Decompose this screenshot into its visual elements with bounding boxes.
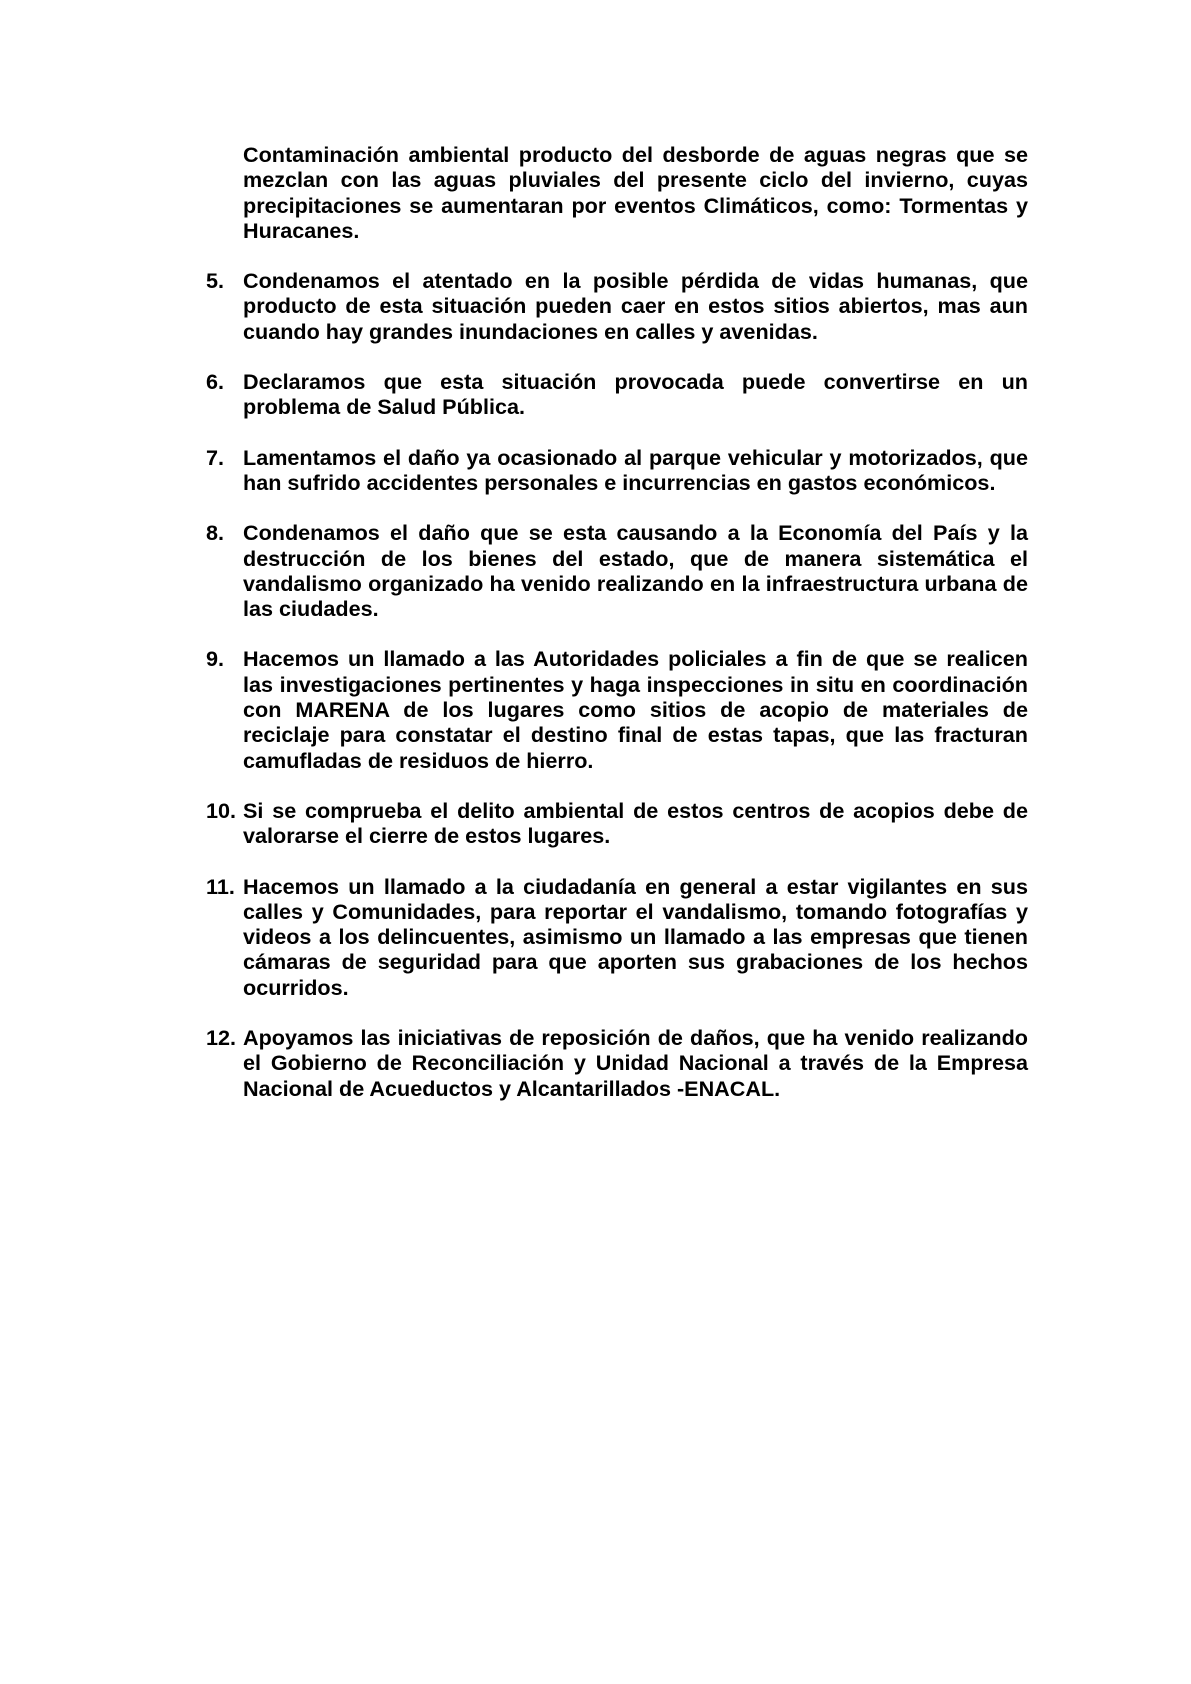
list-item xyxy=(206,1025,1028,1101)
list-item xyxy=(206,520,1028,621)
list-item-number: 6. xyxy=(206,369,225,395)
list-item-number: 5. xyxy=(206,268,225,294)
list-item-number: 10. xyxy=(206,797,237,823)
list-item-text: Hacemos un llamado a la ciudadanía en general a estar vigilantes en sus calles y Comunidades, para reportar el vandalismo, tomando fotografías y videos a los delincuentes, asimismo un llamado a las empresas que tienen cámaras de seguridad para que aporten sus grabaciones de los hechos ocurridos. xyxy=(243,873,1028,1000)
continuation-paragraph: Contaminación ambiental producto del desborde de aguas negras que se mezclan con las aguas pluviales del presente ciclo del invierno, cuyas precipitaciones se aumentaran por eventos Climáticos, como: Tormentas y Huracanes. xyxy=(243,142,1028,243)
list-item-number: 9. xyxy=(206,646,225,672)
document-body xyxy=(206,142,1028,1126)
list-item-text: Lamentamos el daño ya ocasionado al parque vehicular y motorizados, que han sufrido accidentes personales e incurrencias en gastos económicos. xyxy=(243,444,1028,495)
list-item-text: Si se comprueba el delito ambiental de estos centros de acopios debe de valorarse el cierre de estos lugares. xyxy=(243,797,1028,849)
list-item-text: Apoyamos las iniciativas de reposición de daños, que ha venido realizando el Gobierno de Reconciliación y Unidad Nacional a través de la Empresa Nacional de Acueductos y Alcantarillados -ENACAL. xyxy=(243,1025,1028,1101)
list-item-text: Condenamos el daño que se esta causando a la Economía del País y la destrucción de los bienes del estado, que de manera sistemática el vandalismo organizado ha venido realizando en la infraestructura urbana de las ciudades. xyxy=(243,520,1028,622)
list-item xyxy=(206,369,1028,420)
list-item-text: Hacemos un llamado a las Autoridades policiales a fin de que se realicen las investigaciones pertinentes y haga inspecciones in situ en coordinación con MARENA de los lugares como sitios de acopio de materiales de reciclaje para constatar el destino final de estas tapas, que las fracturan camufladas de residuos de hierro. xyxy=(243,646,1028,773)
list-item xyxy=(206,874,1028,1000)
list-item xyxy=(206,268,1028,344)
list-item-text: Declaramos que esta situación provocada puede convertirse en un problema de Salud Pública. xyxy=(243,369,1028,420)
list-item-number: 11. xyxy=(206,873,235,899)
list-item-number: 12. xyxy=(206,1025,237,1051)
list-item xyxy=(206,445,1028,496)
list-item xyxy=(206,798,1028,849)
list-item-number: 7. xyxy=(206,444,225,470)
list-item xyxy=(206,646,1028,772)
list-item-number: 8. xyxy=(206,520,225,546)
list-item-text: Condenamos el atentado en la posible pérdida de vidas humanas, que producto de esta situación pueden caer en estos sitios abiertos, mas aun cuando hay grandes inundaciones en calles y avenidas. xyxy=(243,268,1028,344)
